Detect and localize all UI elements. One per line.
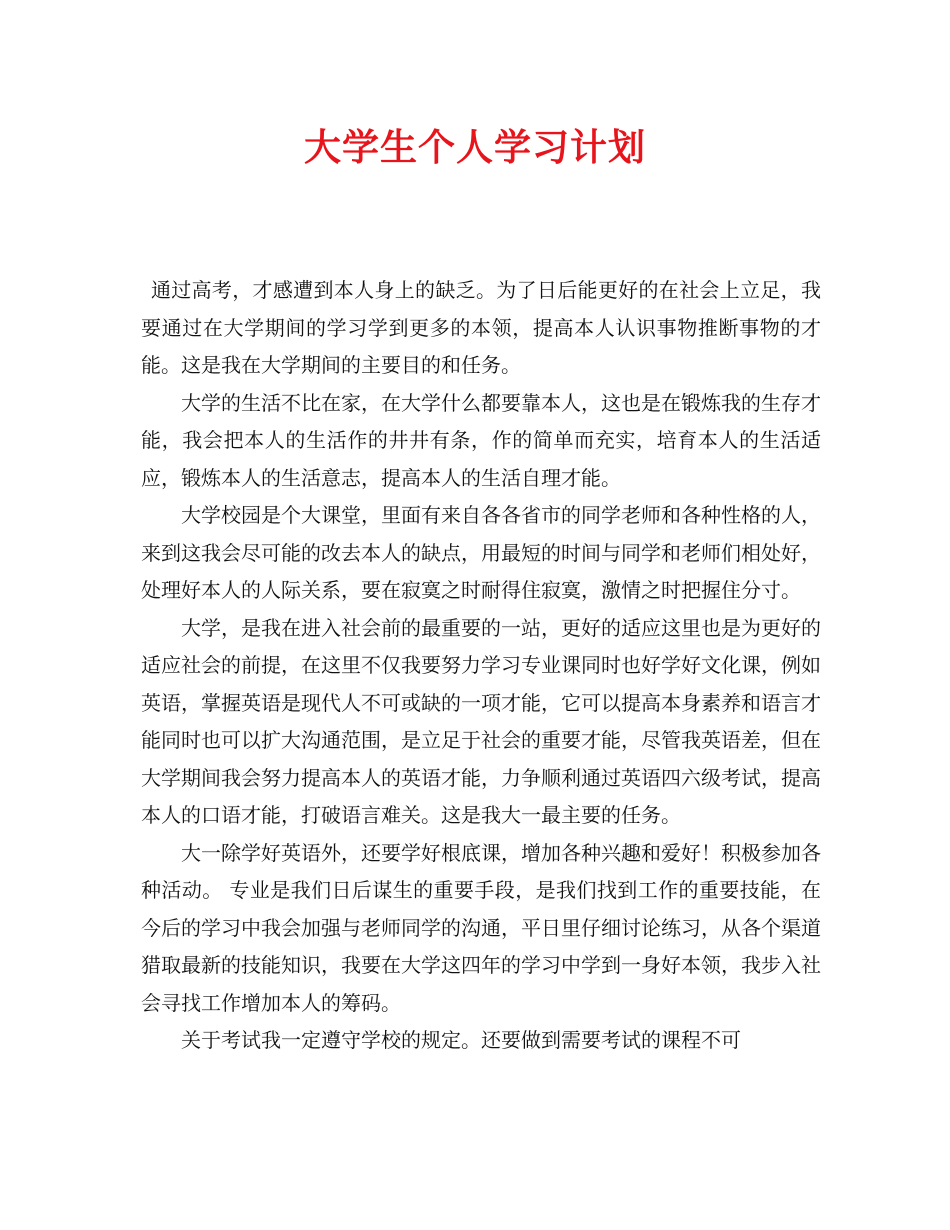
paragraph-5: 大一除学好英语外，还要学好根底课，增加各种兴趣和爱好！积极参加各种活动。 专业是我们日后谋生的重要手段，是我们找到工作的重要技能，在今后的学习中我会加强与老师同学的沟通，平日里仔细讨论练习，从各个渠道猎取最新的技能知识，我要在大学这四年的学习中学到一身好本领，我步入社会寻找工作增加本人的筹码。 [141,840,821,1015]
document-body [141,272,821,1060]
paragraph-4: 大学，是我在进入社会前的最重要的一站，更好的适应这里也是为更好的适应社会的前提，在这里不仅我要努力学习专业课同时也好学好文化课，例如英语，掌握英语是现代人不可或缺的一项才能，它可以提高本身素养和语言才能同时也可以扩大沟通范围，是立足于社会的重要才能，尽管我英语差，但在大学期间我会努力提高本人的英语才能，力争顺利通过英语四六级考试，提高本人的口语才能，打破语言难关。这是我大一最主要的任务。 [141,615,821,827]
paragraph-2: 大学的生活不比在家，在大学什么都要靠本人，这也是在锻炼我的生存才能，我会把本人的生活作的井井有条，作的简单而充实，培育本人的生活适应，锻炼本人的生活意志，提高本人的生活自理才能。 [141,390,821,490]
paragraph-3: 大学校园是个大课堂，里面有来自各各省市的同学老师和各种性格的人，来到这我会尽可能的改去本人的缺点，用最短的时间与同学和老师们相处好，处理好本人的人际关系，要在寂寞之时耐得住寂寞，激情之时把握住分寸。 [141,503,821,602]
paragraph-6: 关于考试我一定遵守学校的规定。还要做到需要考试的课程不可 [181,1028,741,1052]
paragraph-1: 通过高考，才感遭到本人身上的缺乏。为了日后能更好的在社会上立足，我要通过在大学期间的学习学到更多的本领，提高本人认识事物推断事物的才能。这是我在大学期间的主要目的和任务。 [141,278,821,377]
document-title: 大学生个人学习计划 [304,125,646,169]
